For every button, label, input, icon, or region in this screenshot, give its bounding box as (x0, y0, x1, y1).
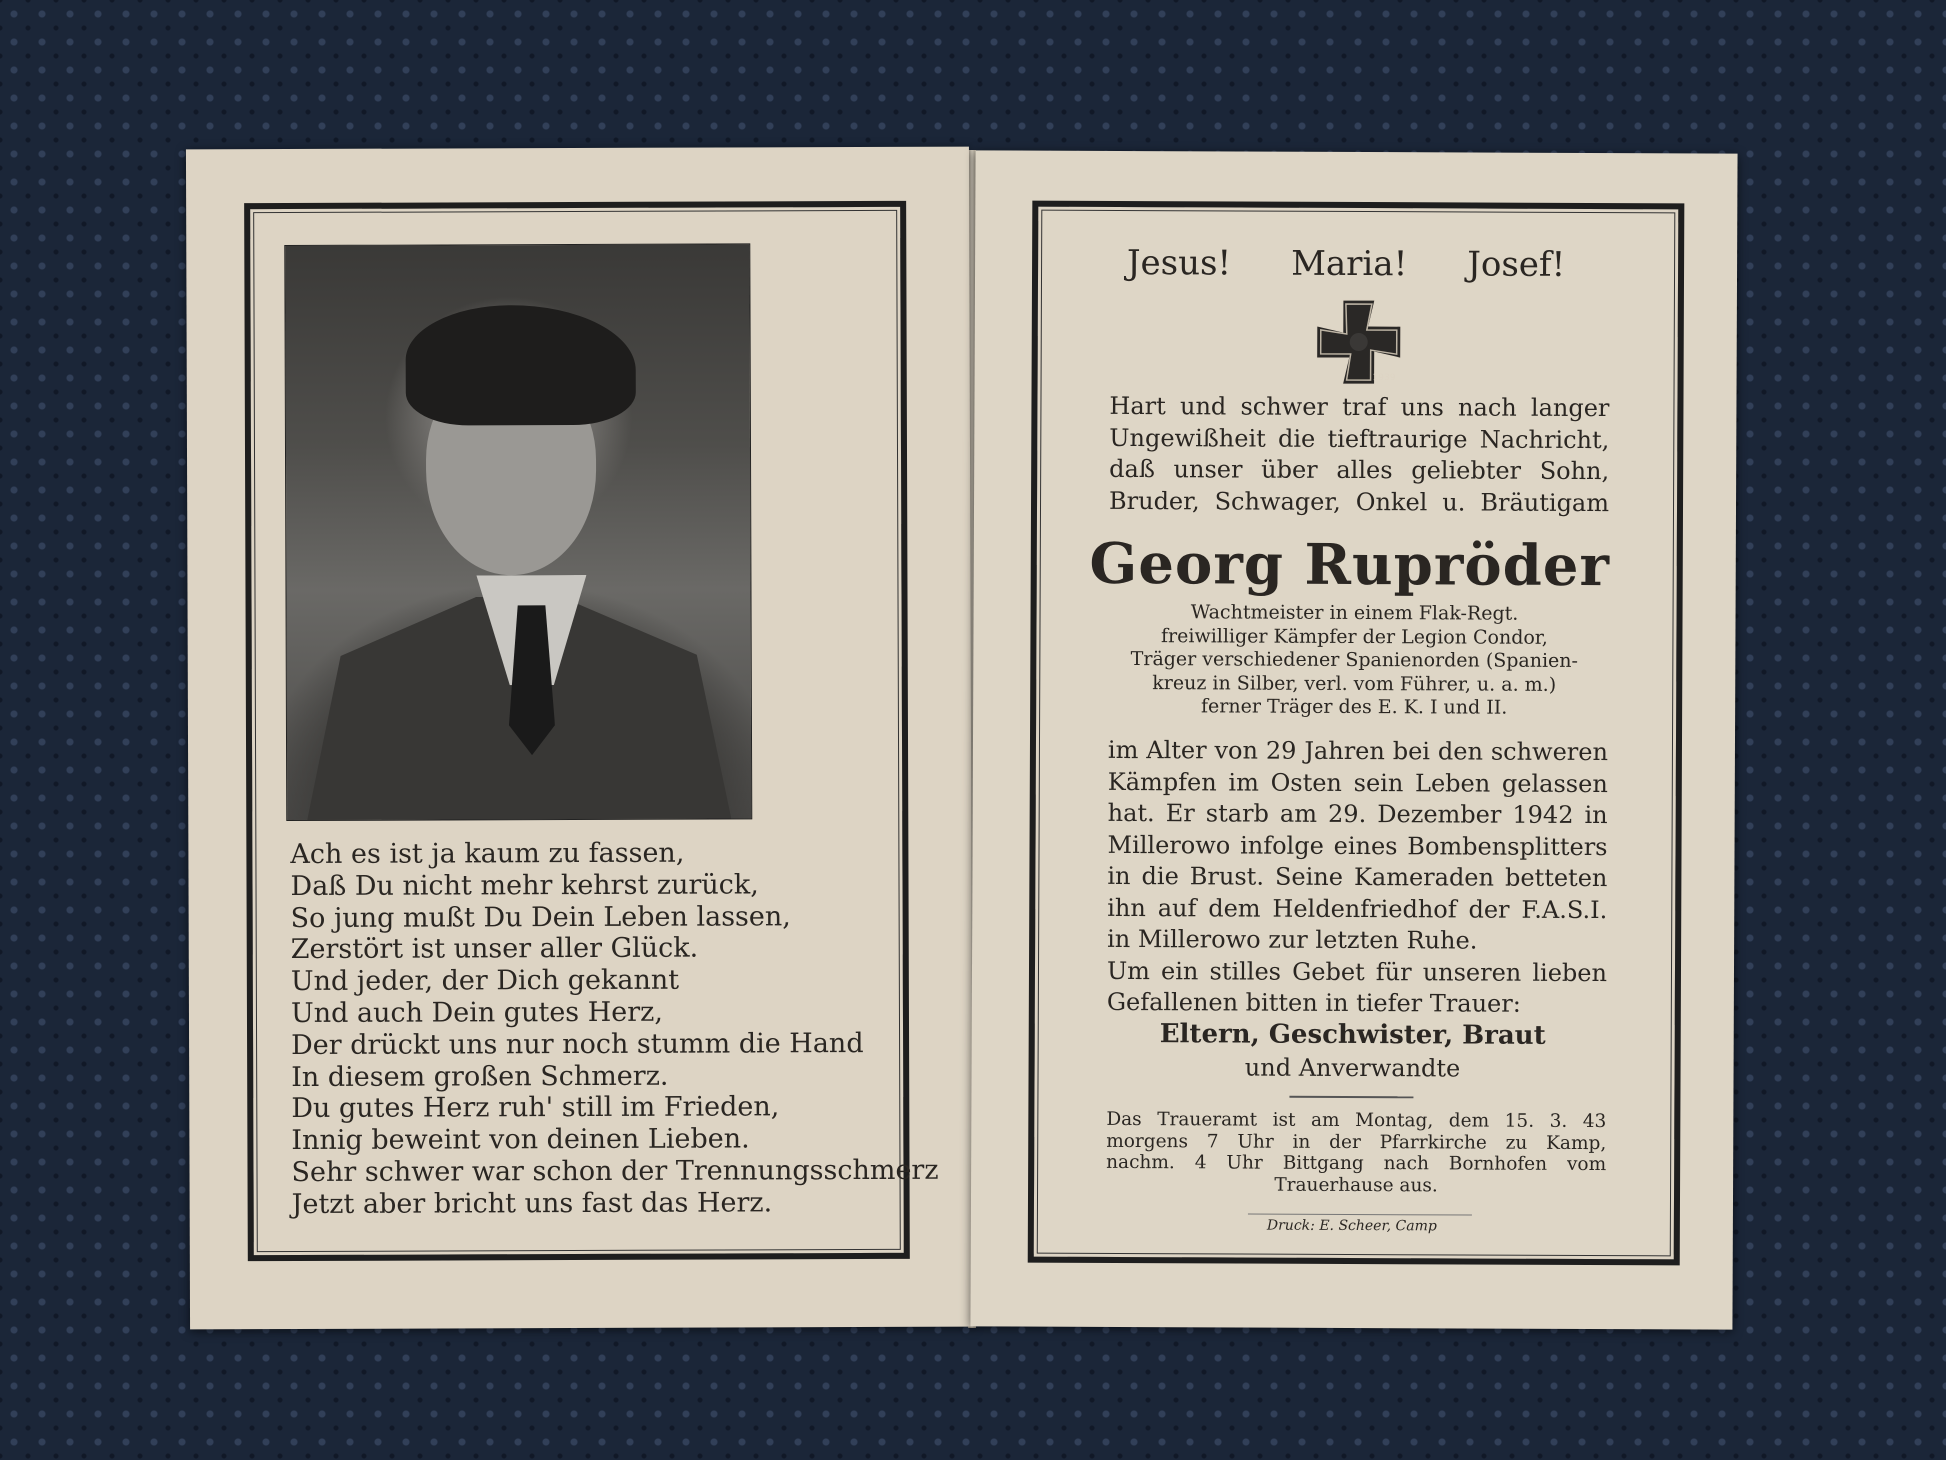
intro-line: Bruder, Schwager, Onkel u. Bräutigam (1108, 486, 1610, 517)
rank-line: ferner Träger des E. K. I und II. (1200, 695, 1508, 719)
poem-line: Innig beweint von deinen Lieben. (291, 1123, 750, 1157)
saint-maria: Maria! (1291, 243, 1408, 285)
notice-line: Das Traueramt ist am Montag, dem 15. 3. 43 (1106, 1108, 1607, 1133)
memorial-card-right-panel (970, 150, 1737, 1329)
portrait-photo (284, 243, 752, 821)
poem-line: Daß Du nicht mehr kehrst zurück, (290, 869, 759, 902)
poem-line: Ach es ist ja kaum zu fassen, (290, 837, 685, 871)
poem-line: Und jeder, der Dich gekannt (290, 964, 680, 998)
poem-line: Jetzt aber bricht uns fast das Herz. (291, 1187, 773, 1220)
poem-line: So jung mußt Du Dein Leben lassen, (290, 900, 791, 934)
body-line: hat. Er starb am 29. Dezember 1942 in (1107, 798, 1608, 830)
announcement-body (1107, 735, 1608, 1021)
saint-jesus: Jesus! (1126, 243, 1232, 284)
body-line: in die Brust. Seine Kameraden betteten (1107, 861, 1608, 893)
announcement-intro (1109, 391, 1610, 519)
body-line: im Alter von 29 Jahren bei den schweren (1107, 735, 1609, 767)
intro-line: daß unser über alles geliebter Sohn, (1109, 454, 1610, 486)
notice-line: Trauerhause aus. (1274, 1174, 1438, 1196)
photo-hair (405, 305, 635, 426)
poem-line: Du gutes Herz ruh' still im Frieden, (291, 1091, 780, 1125)
poem-line: Zerstört ist unser aller Glück. (290, 932, 699, 966)
body-line: Gefallenen bitten in tiefer Trauer: (1106, 987, 1521, 1018)
family-signature-relatives: und Anverwandte (1244, 1053, 1461, 1083)
memorial-card-left-panel (186, 147, 973, 1330)
family-signature: Eltern, Geschwister, Braut (1159, 1019, 1546, 1051)
printer-credit: Druck: E. Scheer, Camp (1266, 1217, 1437, 1235)
funeral-notice (1106, 1109, 1606, 1197)
poem-line: Der drückt uns nur noch stumm die Hand (291, 1027, 864, 1061)
saint-josef: Josef! (1467, 244, 1566, 285)
notice-line: nachm. 4 Uhr Bittgang nach Bornhofen vom (1106, 1151, 1607, 1176)
saints-heading (965, 242, 1727, 285)
poem-line: Und auch Dein gutes Herz, (290, 996, 664, 1029)
poem-line: Sehr schwer war schon der Trennungsschmerz (291, 1154, 939, 1188)
rank-and-decorations (973, 600, 1736, 721)
rank-line: Träger verschiedener Spanienorden (Spanien- (1130, 648, 1579, 672)
body-line: Millerowo infolge eines Bombensplitters (1107, 830, 1608, 861)
rank-line: Wachtmeister in einem Flak-Regt. (1190, 601, 1519, 625)
cross-year: 1939 (1372, 373, 1396, 384)
deceased-name: Georg Rupröder (1089, 530, 1611, 600)
rank-line: kreuz in Silber, verl. vom Führer, u. a. m.) (1152, 671, 1557, 696)
intro-line: Ungewißheit die tieftraurige Nachricht, (1109, 423, 1610, 454)
body-line: Kämpfen im Osten sein Leben gelassen (1107, 767, 1608, 798)
intro-line: Hart und schwer traf uns nach langer (1109, 391, 1610, 423)
notice-line: morgens 7 Uhr in der Pfarrkirche zu Kamp, (1106, 1130, 1607, 1154)
rank-line: freiwilliger Kämpfer der Legion Condor, (1160, 624, 1548, 649)
memorial-poem (290, 837, 939, 1221)
body-line: in Millerowo zur letzten Ruhe. (1107, 924, 1478, 955)
iron-cross-icon (1313, 296, 1405, 388)
body-line: Um ein stilles Gebet für unseren lieben (1106, 956, 1608, 987)
body-line: ihn auf dem Heldenfriedhof der F.A.S.I. (1107, 893, 1608, 924)
poem-line: In diesem großen Schmerz. (291, 1060, 669, 1093)
